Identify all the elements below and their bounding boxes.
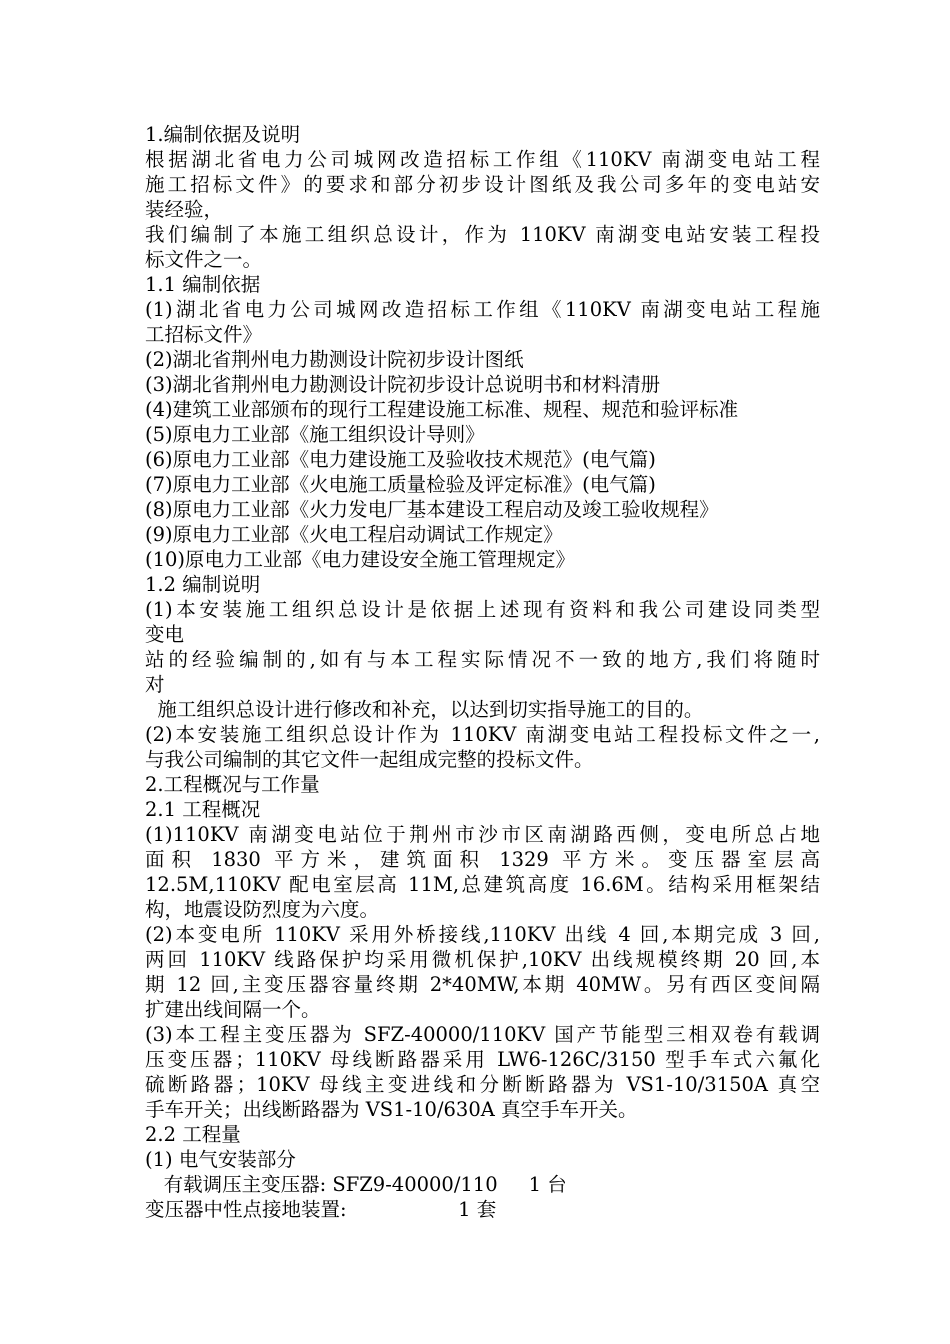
list-item-line: (1)本安装施工组织总设计是依据上述现有资料和我公司建设同类型: [145, 598, 820, 621]
list-item-line: 站的经验编制的,如有与本工程实际情况不一致的地方,我们将随时: [145, 648, 820, 671]
subsection-heading: 2.1 工程概况: [145, 798, 261, 821]
list-item-line: 扩建出线间隔一个。: [145, 998, 321, 1021]
paragraph-line: 装经验，: [145, 198, 224, 221]
equipment-line: 有载调压主变压器: SFZ9-40000/110 1 台: [145, 1173, 567, 1196]
section-heading: 2.工程概况与工作量: [145, 773, 320, 796]
list-item-line: 两回 110KV 线路保护均采用微机保护,10KV 出线规模终期 20 回,本: [145, 948, 820, 971]
list-item-line: 硫断路器；10KV 母线主变进线和分断断路器为 VS1-10/3150A 真空: [145, 1073, 820, 1096]
subsection-heading: 1.2 编制说明: [145, 573, 261, 596]
list-item-line: (2)本安装施工组织总设计作为 110KV 南湖变电站工程投标文件之一,: [145, 723, 820, 746]
document-page: [145, 122, 820, 1222]
equipment-line: 变压器中性点接地装置: 1 套: [145, 1198, 497, 1221]
list-item-line: (5)原电力工业部《施工组织设计导则》: [145, 423, 485, 446]
list-item-line: (4)建筑工业部颁布的现行工程建设施工标准、规程、规范和验评标准: [145, 398, 739, 421]
paragraph-line: 根据湖北省电力公司城网改造招标工作组《110KV 南湖变电站工程: [145, 148, 820, 171]
paragraph-line: 施工招标文件》的要求和部分初步设计图纸及我公司多年的变电站安: [145, 173, 820, 196]
list-item-line: (2)本变电所 110KV 采用外桥接线,110KV 出线 4 回,本期完成 3 回,: [145, 923, 820, 946]
paragraph-line: 标文件之一。: [145, 248, 263, 271]
paragraph-line: 我们编制了本施工组织总设计，作为 110KV 南湖变电站安装工程投: [145, 223, 820, 246]
list-item-line: (8)原电力工业部《火力发电厂基本建设工程启动及竣工验收规程》: [145, 498, 719, 521]
list-item-line: 与我公司编制的其它文件一起组成完整的投标文件。: [145, 748, 594, 771]
list-item-line: 施工组织总设计进行修改和补充，以达到切实指导施工的目的。: [145, 698, 704, 721]
list-item-line: (1)湖北省电力公司城网改造招标工作组《110KV 南湖变电站工程施: [145, 298, 820, 321]
list-item-line: 构，地震设防烈度为六度。: [145, 898, 380, 921]
list-item-line: (2)湖北省荆州电力勘测设计院初步设计图纸: [145, 348, 524, 371]
list-item-line: (10)原电力工业部《电力建设安全施工管理规定》: [145, 548, 576, 571]
list-item-line: 对: [145, 673, 165, 696]
list-item-line: (3)湖北省荆州电力勘测设计院初步设计总说明书和材料清册: [145, 373, 661, 396]
list-item-line: 压变压器；110KV 母线断路器采用 LW6-126C/3150 型手车式六氟化: [145, 1048, 820, 1071]
list-item-line: (9)原电力工业部《火电工程启动调试工作规定》: [145, 523, 563, 546]
list-item-line: 期 12 回,主变压器容量终期 2*40MW,本期 40MW。另有西区变间隔: [145, 973, 820, 996]
list-item-line: (6)原电力工业部《电力建设施工及验收技术规范》(电气篇): [145, 448, 656, 471]
subsection-heading: 1.1 编制依据: [145, 273, 261, 296]
list-item-line: (7)原电力工业部《火电施工质量检验及评定标准》(电气篇): [145, 473, 656, 496]
list-item-line: (3)本工程主变压器为 SFZ-40000/110KV 国产节能型三相双卷有载调: [145, 1023, 820, 1046]
subsection-heading: 2.2 工程量: [145, 1123, 241, 1146]
list-item-line: (1)110KV 南湖变电站位于荆州市沙市区南湖路西侧，变电所总占地: [145, 823, 820, 846]
list-item-line: 工招标文件》: [145, 323, 263, 346]
list-item-line: 12.5M,110KV 配电室层高 11M,总建筑高度 16.6M。结构采用框架结: [145, 873, 820, 896]
section-heading: 1.编制依据及说明: [145, 123, 301, 146]
list-item-line: (1) 电气安装部分: [145, 1148, 296, 1171]
list-item-line: 面积 1830 平方米，建筑面积 1329 平方米。变压器室层高: [145, 848, 820, 871]
list-item-line: 手车开关；出线断路器为 VS1-10/630A 真空手车开关。: [145, 1098, 638, 1121]
list-item-line: 变电: [145, 623, 185, 646]
